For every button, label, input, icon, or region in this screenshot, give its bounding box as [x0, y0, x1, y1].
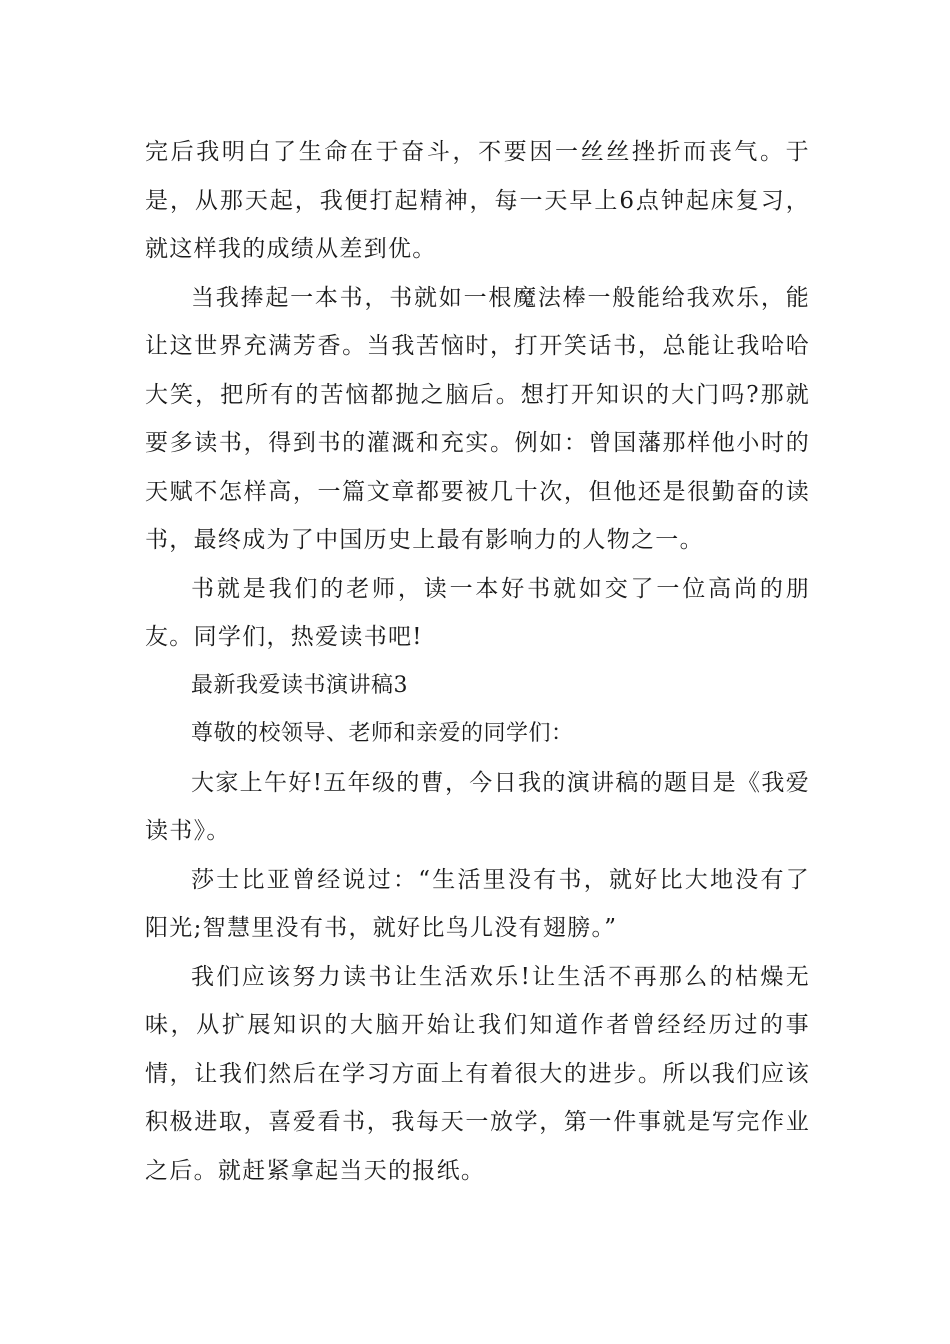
section-title: 最新我爱读书演讲稿3: [191, 672, 408, 698]
paragraph-teacher: 书就是我们的老师，读一本好书就如交了一位高尚的朋友。同学们，热爱读书吧!: [145, 575, 810, 650]
paragraph-reading-habits: 我们应该努力读书让生活欢乐!让生活不再那么的枯燥无味，从扩展知识的大脑开始让我们知道作者曾经经历过的事情，让我们然后在学习方面上有着很大的进步。所以我们应该积极进取，喜爱看书，我每天一放学，第一件事就是写完作业之后。就赶紧拿起当天的报纸。: [145, 963, 810, 1184]
paragraph-intro: 大家上午好!五年级的曹，今日我的演讲稿的题目是《我爱读书》。: [145, 769, 810, 844]
paragraph-shakespeare-quote: 莎士比亚曾经说过：“生活里没有书，就好比大地没有了阳光;智慧里没有书，就好比鸟儿没有翅膀。”: [145, 866, 810, 941]
paragraph-magic-wand: 当我捧起一本书，书就如一根魔法棒一般能给我欢乐，能让这世界充满芳香。当我苦恼时，打开笑话书，总能让我哈哈大笑，把所有的苦恼都抛之脑后。想打开知识的大门吗?那就要多读书，得到书的灌溉和充实。例如：曾国藩那样他小时的天赋不怎样高，一篇文章都要被几十次，但他还是很勤奋的读书，最终成为了中国历史上最有影响力的人物之一。: [145, 284, 810, 553]
paragraph-effort: 完后我明白了生命在于奋斗，不要因一丝丝挫折而丧气。于是，从那天起，我便打起精神，每一天早上6点钟起床复习，就这样我的成绩从差到优。: [145, 139, 810, 262]
greeting: 尊敬的校领导、老师和亲爱的同学们：: [191, 721, 574, 746]
